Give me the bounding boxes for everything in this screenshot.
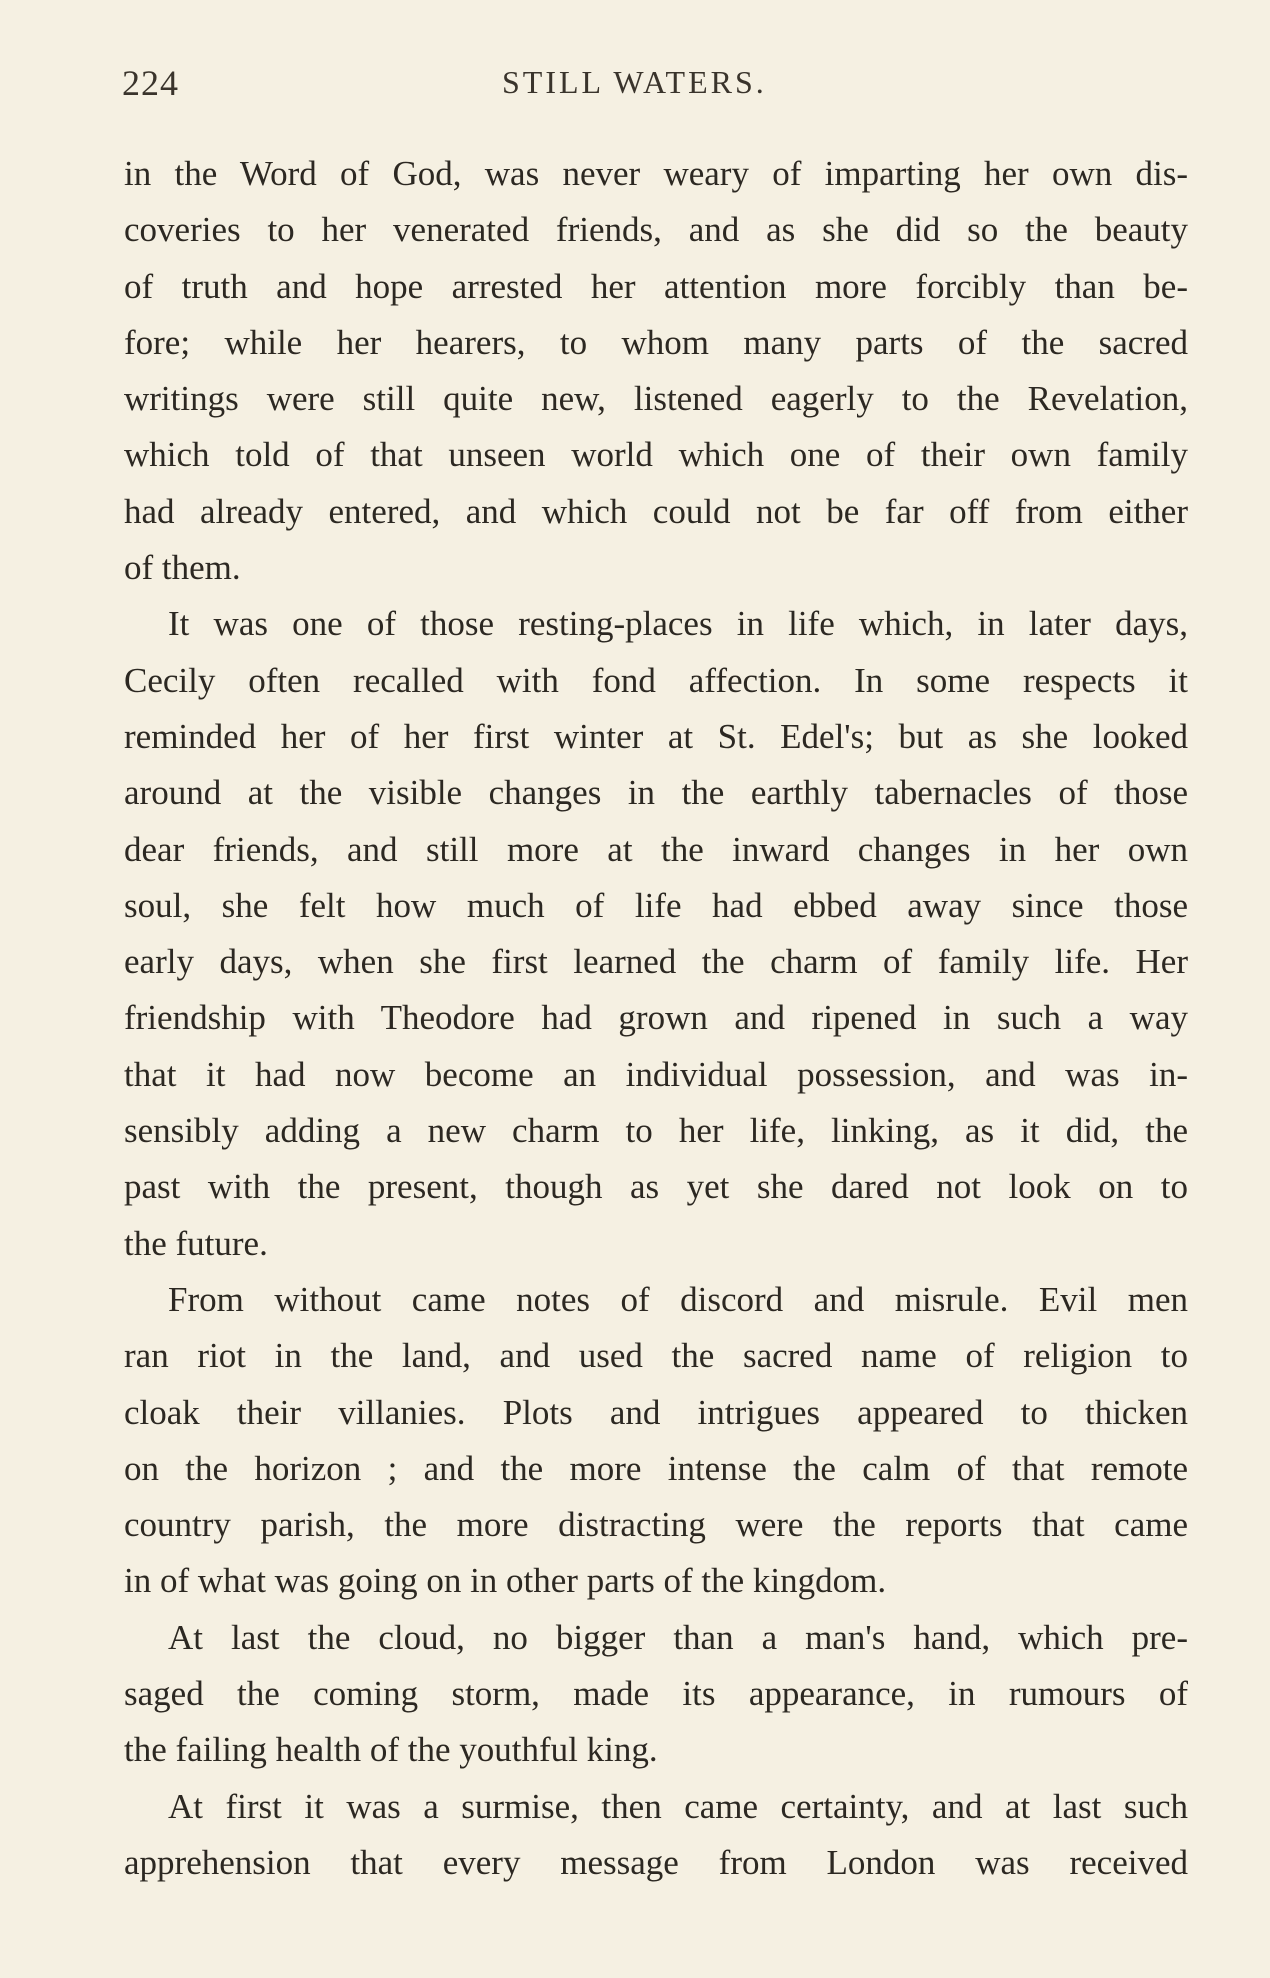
text-line: in of what was going on in other parts of the kingdom.: [124, 1561, 887, 1601]
paragraph-first-line: It was one of those resting-places in life which, in later days,: [168, 604, 1188, 644]
text-line: apprehension that every message from London was received: [124, 1842, 1188, 1882]
paragraph-first-line: At first it was a surmise, then came certainty, and at last such: [168, 1786, 1188, 1826]
paragraph-first-line: From without came notes of discord and misrule. Evil men: [168, 1279, 1188, 1319]
text-line: that it had now become an individual possession, and was in-: [124, 1054, 1188, 1094]
text-line: Cecily often recalled with fond affection. In some respects it: [124, 660, 1188, 700]
text-line: the failing health of the youthful king.: [124, 1730, 658, 1770]
text-line: on the horizon ; and the more intense the calm of that remote: [124, 1448, 1188, 1488]
body-text: [124, 146, 1188, 1891]
text-line: the future.: [124, 1223, 268, 1263]
text-line: had already entered, and which could not be far off from either: [124, 491, 1188, 531]
text-line: ran riot in the land, and used the sacred name of religion to: [124, 1336, 1188, 1376]
page-number: 224: [122, 63, 179, 103]
text-line: sensibly adding a new charm to her life, linking, as it did, the: [124, 1111, 1188, 1151]
running-head: [122, 62, 1188, 114]
text-line: country parish, the more distracting were the reports that came: [124, 1505, 1188, 1545]
text-line: in the Word of God, was never weary of imparting her own dis-: [124, 154, 1188, 193]
text-line: saged the coming storm, made its appearance, in rumours of: [124, 1674, 1188, 1714]
text-line: cloak their villanies. Plots and intrigues appeared to thicken: [124, 1392, 1188, 1432]
text-line: coveries to her venerated friends, and as she did so the beauty: [124, 210, 1188, 250]
text-line: past with the present, though as yet she dared not look on to: [124, 1167, 1188, 1207]
text-line: writings were still quite new, listened eagerly to the Revelation,: [124, 379, 1188, 419]
text-line: which told of that unseen world which one of their own family: [124, 435, 1188, 475]
text-line: of truth and hope arrested her attention more forcibly than be-: [124, 266, 1188, 306]
text-line: early days, when she first learned the charm of family life. Her: [124, 942, 1188, 982]
text-line: dear friends, and still more at the inward changes in her own: [124, 829, 1188, 869]
text-line: around at the visible changes in the earthly tabernacles of those: [124, 773, 1188, 813]
text-line: fore; while her hearers, to whom many parts of the sacred: [124, 322, 1188, 362]
text-line: reminded her of her first winter at St. Edel's; but as she looked: [124, 716, 1188, 756]
paragraph-first-line: At last the cloud, no bigger than a man's hand, which pre-: [168, 1617, 1188, 1657]
running-title: STILL WATERS.: [502, 64, 767, 100]
text-line: friendship with Theodore had grown and ripened in such a way: [124, 998, 1188, 1038]
text-line: soul, she felt how much of life had ebbed away since those: [124, 885, 1188, 925]
text-line: of them.: [124, 548, 241, 588]
